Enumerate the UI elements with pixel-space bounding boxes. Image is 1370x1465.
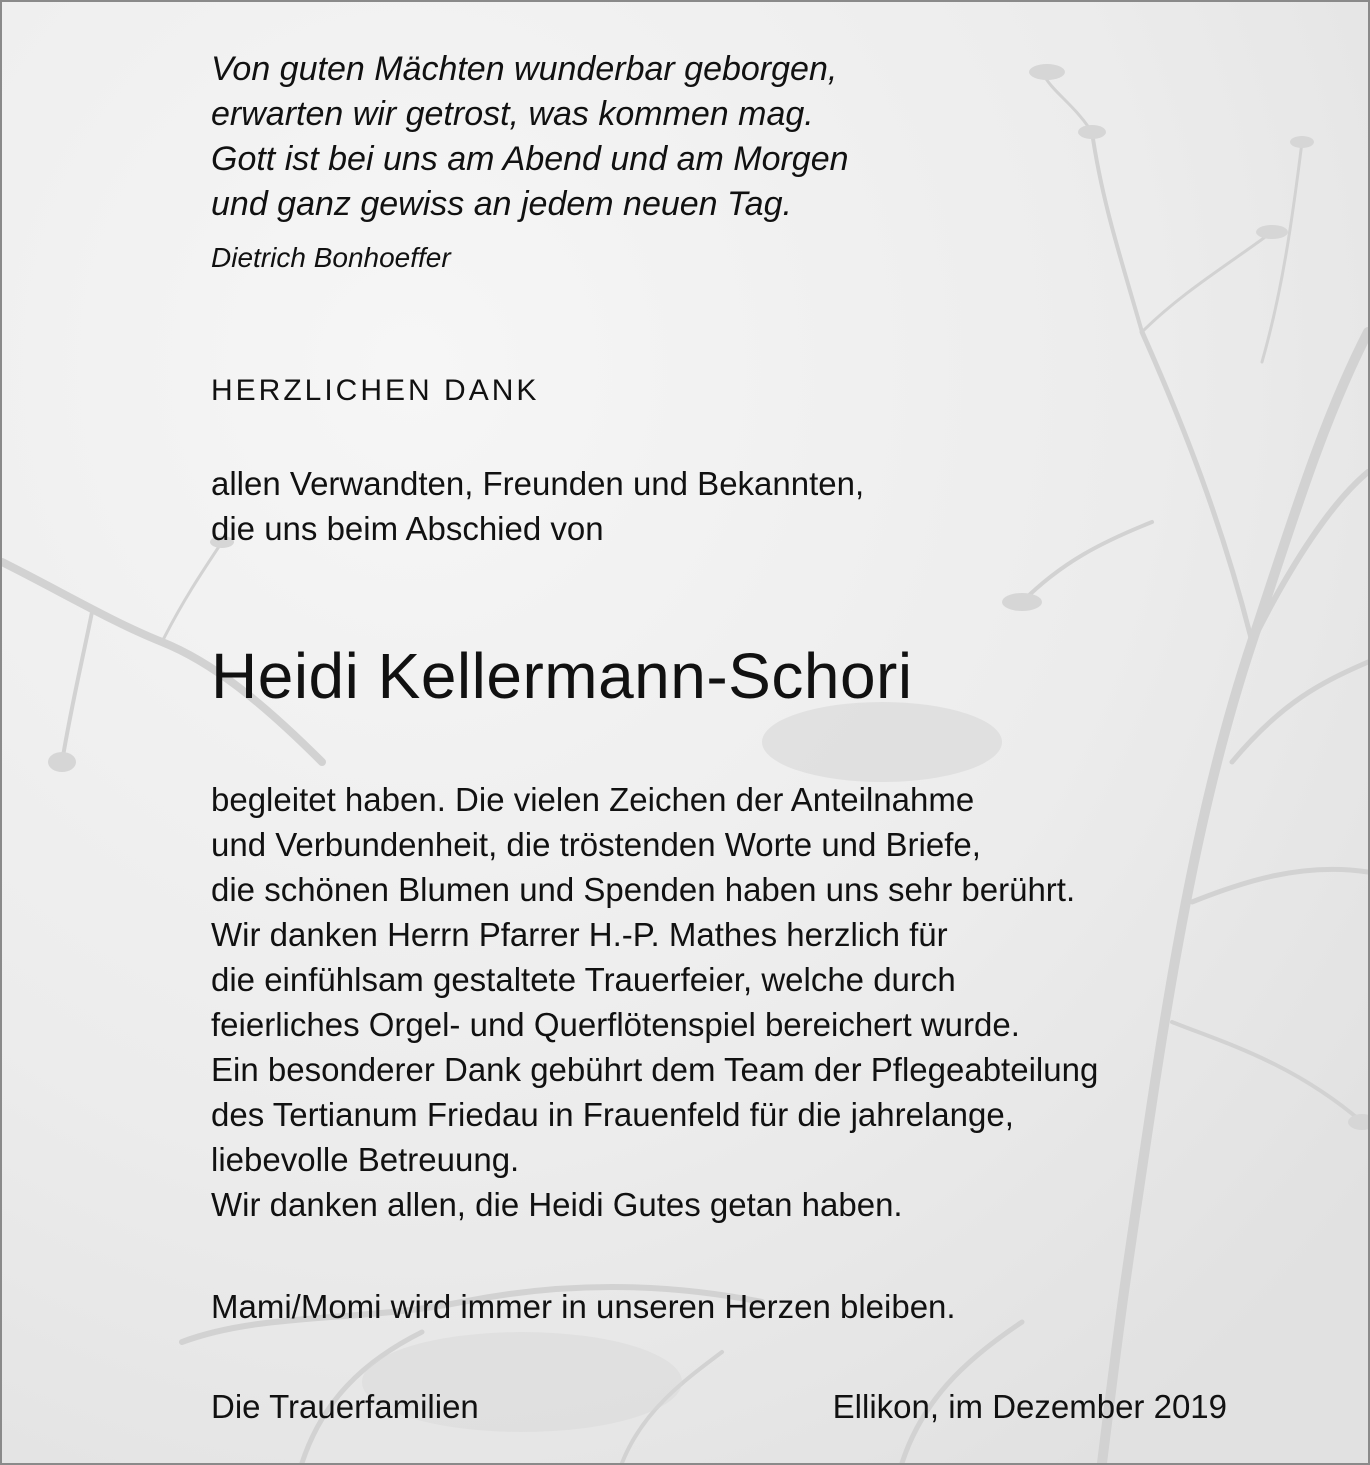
body-line: Wir danken Herrn Pfarrer H.-P. Mathes herzlich für <box>211 916 948 953</box>
body-line: Wir danken allen, die Heidi Gutes getan haben. <box>211 1186 903 1223</box>
body-line: begleitet haben. Die vielen Zeichen der Anteilnahme <box>211 781 975 818</box>
poem-author: Dietrich Bonhoeffer <box>211 242 451 273</box>
body-line: die schönen Blumen und Spenden haben uns sehr berührt. <box>211 871 1076 908</box>
body-line: des Tertianum Friedau in Frauenfeld für die jahrelange, <box>211 1096 1014 1133</box>
intro-line: allen Verwandten, Freunden und Bekannten, <box>211 465 865 502</box>
body-line: liebevolle Betreuung. <box>211 1141 520 1178</box>
signature: Die Trauerfamilien <box>211 1388 479 1425</box>
poem-line: Von guten Mächten wunderbar geborgen, <box>211 50 838 88</box>
heading-thanks: HERZLICHEN DANK <box>211 374 540 407</box>
intro-text <box>211 461 864 551</box>
intro-line: die uns beim Abschied von <box>211 510 604 547</box>
closing-line: Mami/Momi wird immer in unseren Herzen bleiben. <box>211 1288 956 1325</box>
body-line: feierliches Orgel- und Querflötenspiel bereichert wurde. <box>211 1006 1020 1043</box>
poem-line: und ganz gewiss an jedem neuen Tag. <box>211 185 792 223</box>
body-line: die einfühlsam gestaltete Trauerfeier, welche durch <box>211 961 956 998</box>
body-line: und Verbundenheit, die tröstenden Worte und Briefe, <box>211 826 981 863</box>
poem-line: Gott ist bei uns am Abend und am Morgen <box>211 140 849 178</box>
poem-quote <box>211 47 849 227</box>
body-line: Ein besonderer Dank gebührt dem Team der Pflegeabteilung <box>211 1051 1099 1088</box>
deceased-name: Heidi Kellermann-Schori <box>211 640 913 712</box>
thanks-body <box>211 777 1098 1227</box>
poem-line: erwarten wir getrost, was kommen mag. <box>211 95 814 133</box>
place-date: Ellikon, im Dezember 2019 <box>832 1388 1227 1425</box>
